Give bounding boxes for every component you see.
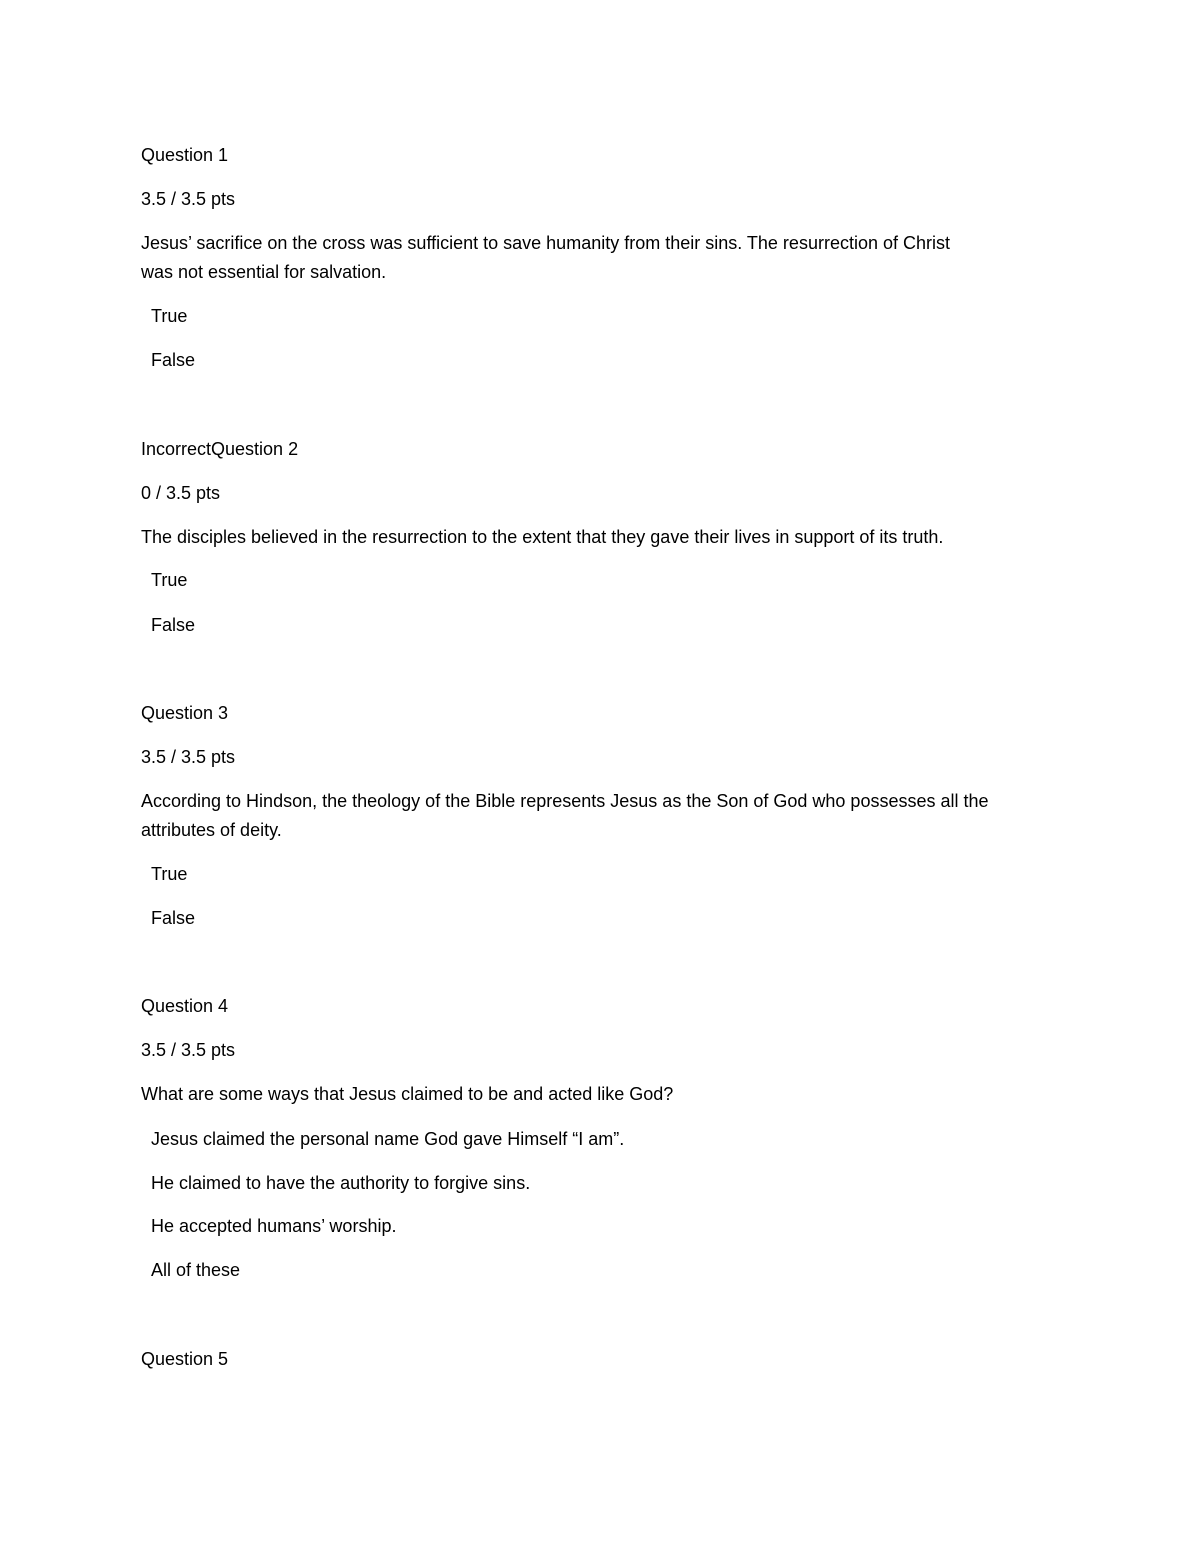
question-4-header: Question 4 <box>141 996 229 1016</box>
question-1-option-false[interactable]: False <box>151 350 196 370</box>
question-3-score: 3.5 / 3.5 pts <box>141 747 236 767</box>
question-1-score: 3.5 / 3.5 pts <box>141 189 236 209</box>
question-2-option-true[interactable]: True <box>151 570 188 590</box>
question-2-header: IncorrectQuestion 2 <box>141 439 299 459</box>
question-2-option-false[interactable]: False <box>151 615 196 635</box>
question-4-option-2[interactable]: He claimed to have the authority to forgive sins. <box>151 1173 531 1193</box>
question-4-option-1[interactable]: Jesus claimed the personal name God gave Himself “I am”. <box>151 1129 625 1149</box>
question-2-score: 0 / 3.5 pts <box>141 483 221 503</box>
question-1-text-line-2: was not essential for salvation. <box>141 262 387 282</box>
question-4-option-3[interactable]: He accepted humans’ worship. <box>151 1216 397 1236</box>
question-2-text-line-1: The disciples believed in the resurrection to the extent that they gave their lives in support of its truth. <box>141 527 944 547</box>
question-4-option-4[interactable]: All of these <box>151 1260 241 1280</box>
question-1-header: Question 1 <box>141 145 229 165</box>
question-5-header: Question 5 <box>141 1349 229 1369</box>
question-4-text-line-1: What are some ways that Jesus claimed to be and acted like God? <box>141 1084 674 1104</box>
question-3-option-false[interactable]: False <box>151 908 196 928</box>
question-3-header: Question 3 <box>141 703 229 723</box>
question-3-text-line-2: attributes of deity. <box>141 820 282 840</box>
question-3-option-true[interactable]: True <box>151 864 188 884</box>
question-1-text-line-1: Jesus’ sacrifice on the cross was sufficient to save humanity from their sins. The resurrection of Christ <box>141 233 950 253</box>
question-3-text-line-1: According to Hindson, the theology of the Bible represents Jesus as the Son of God who possesses all the <box>141 791 989 811</box>
question-1-option-true[interactable]: True <box>151 306 188 326</box>
question-4-score: 3.5 / 3.5 pts <box>141 1040 236 1060</box>
